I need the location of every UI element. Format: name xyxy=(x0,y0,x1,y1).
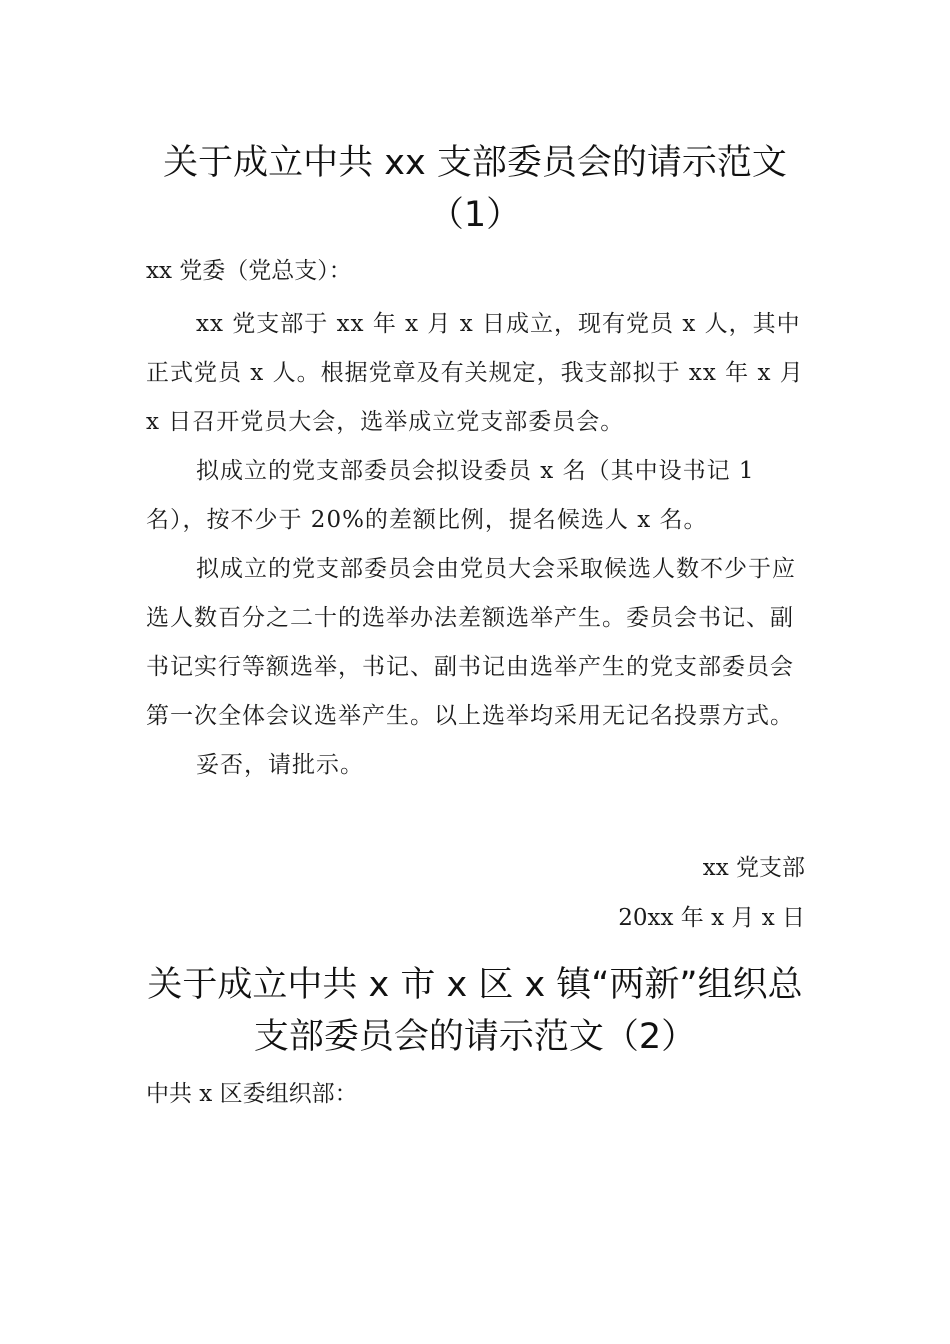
letter2-title-line2: 支部委员会的请示范文（2） xyxy=(253,1017,697,1057)
letter1-paragraph: 拟成立的党支部委员会拟设委员 x 名（其中设书记 1 名），按不少于 20%的差额比例，提名候选人 x 名。 xyxy=(146,458,755,533)
letter1-paragraph: 拟成立的党支部委员会由党员大会采取候选人数不少于应选人数百分之二十的选举办法差额选举产生。委员会书记、副书记实行等额选举，书记、副书记由选举产生的党支部委员会第一次全体会议选举产生。以上选举均采用无记名投票方式。 xyxy=(146,556,796,729)
letter1-body xyxy=(146,300,806,790)
letter1-title-line1: 关于成立中共 xx 支部委员会的请示范文 xyxy=(163,143,787,183)
letter1-salutation: xx 党委（党总支）： xyxy=(146,258,352,284)
letter1-signature: xx 党支部 xyxy=(702,855,805,881)
letter1-date: 20xx 年 x 月 x 日 xyxy=(618,905,805,931)
letter2-title xyxy=(120,959,830,1063)
letter2-salutation: 中共 x 区委组织部： xyxy=(146,1081,358,1107)
letter1-title-line2: （1） xyxy=(428,195,522,235)
letter1-paragraph: 妥否，请批示。 xyxy=(196,752,364,778)
letter2-title-line1: 关于成立中共 x 市 x 区 x 镇“两新”组织总 xyxy=(147,965,803,1005)
letter1-paragraph: xx 党支部于 xx 年 x 月 x 日成立，现有党员 x 人，其中正式党员 x 人。根据党章及有关规定，我支部拟于 xx 年 x 月 x 日召开党员大会，选举成立党支部委员会。 xyxy=(146,311,804,435)
letter1-title xyxy=(120,137,830,241)
